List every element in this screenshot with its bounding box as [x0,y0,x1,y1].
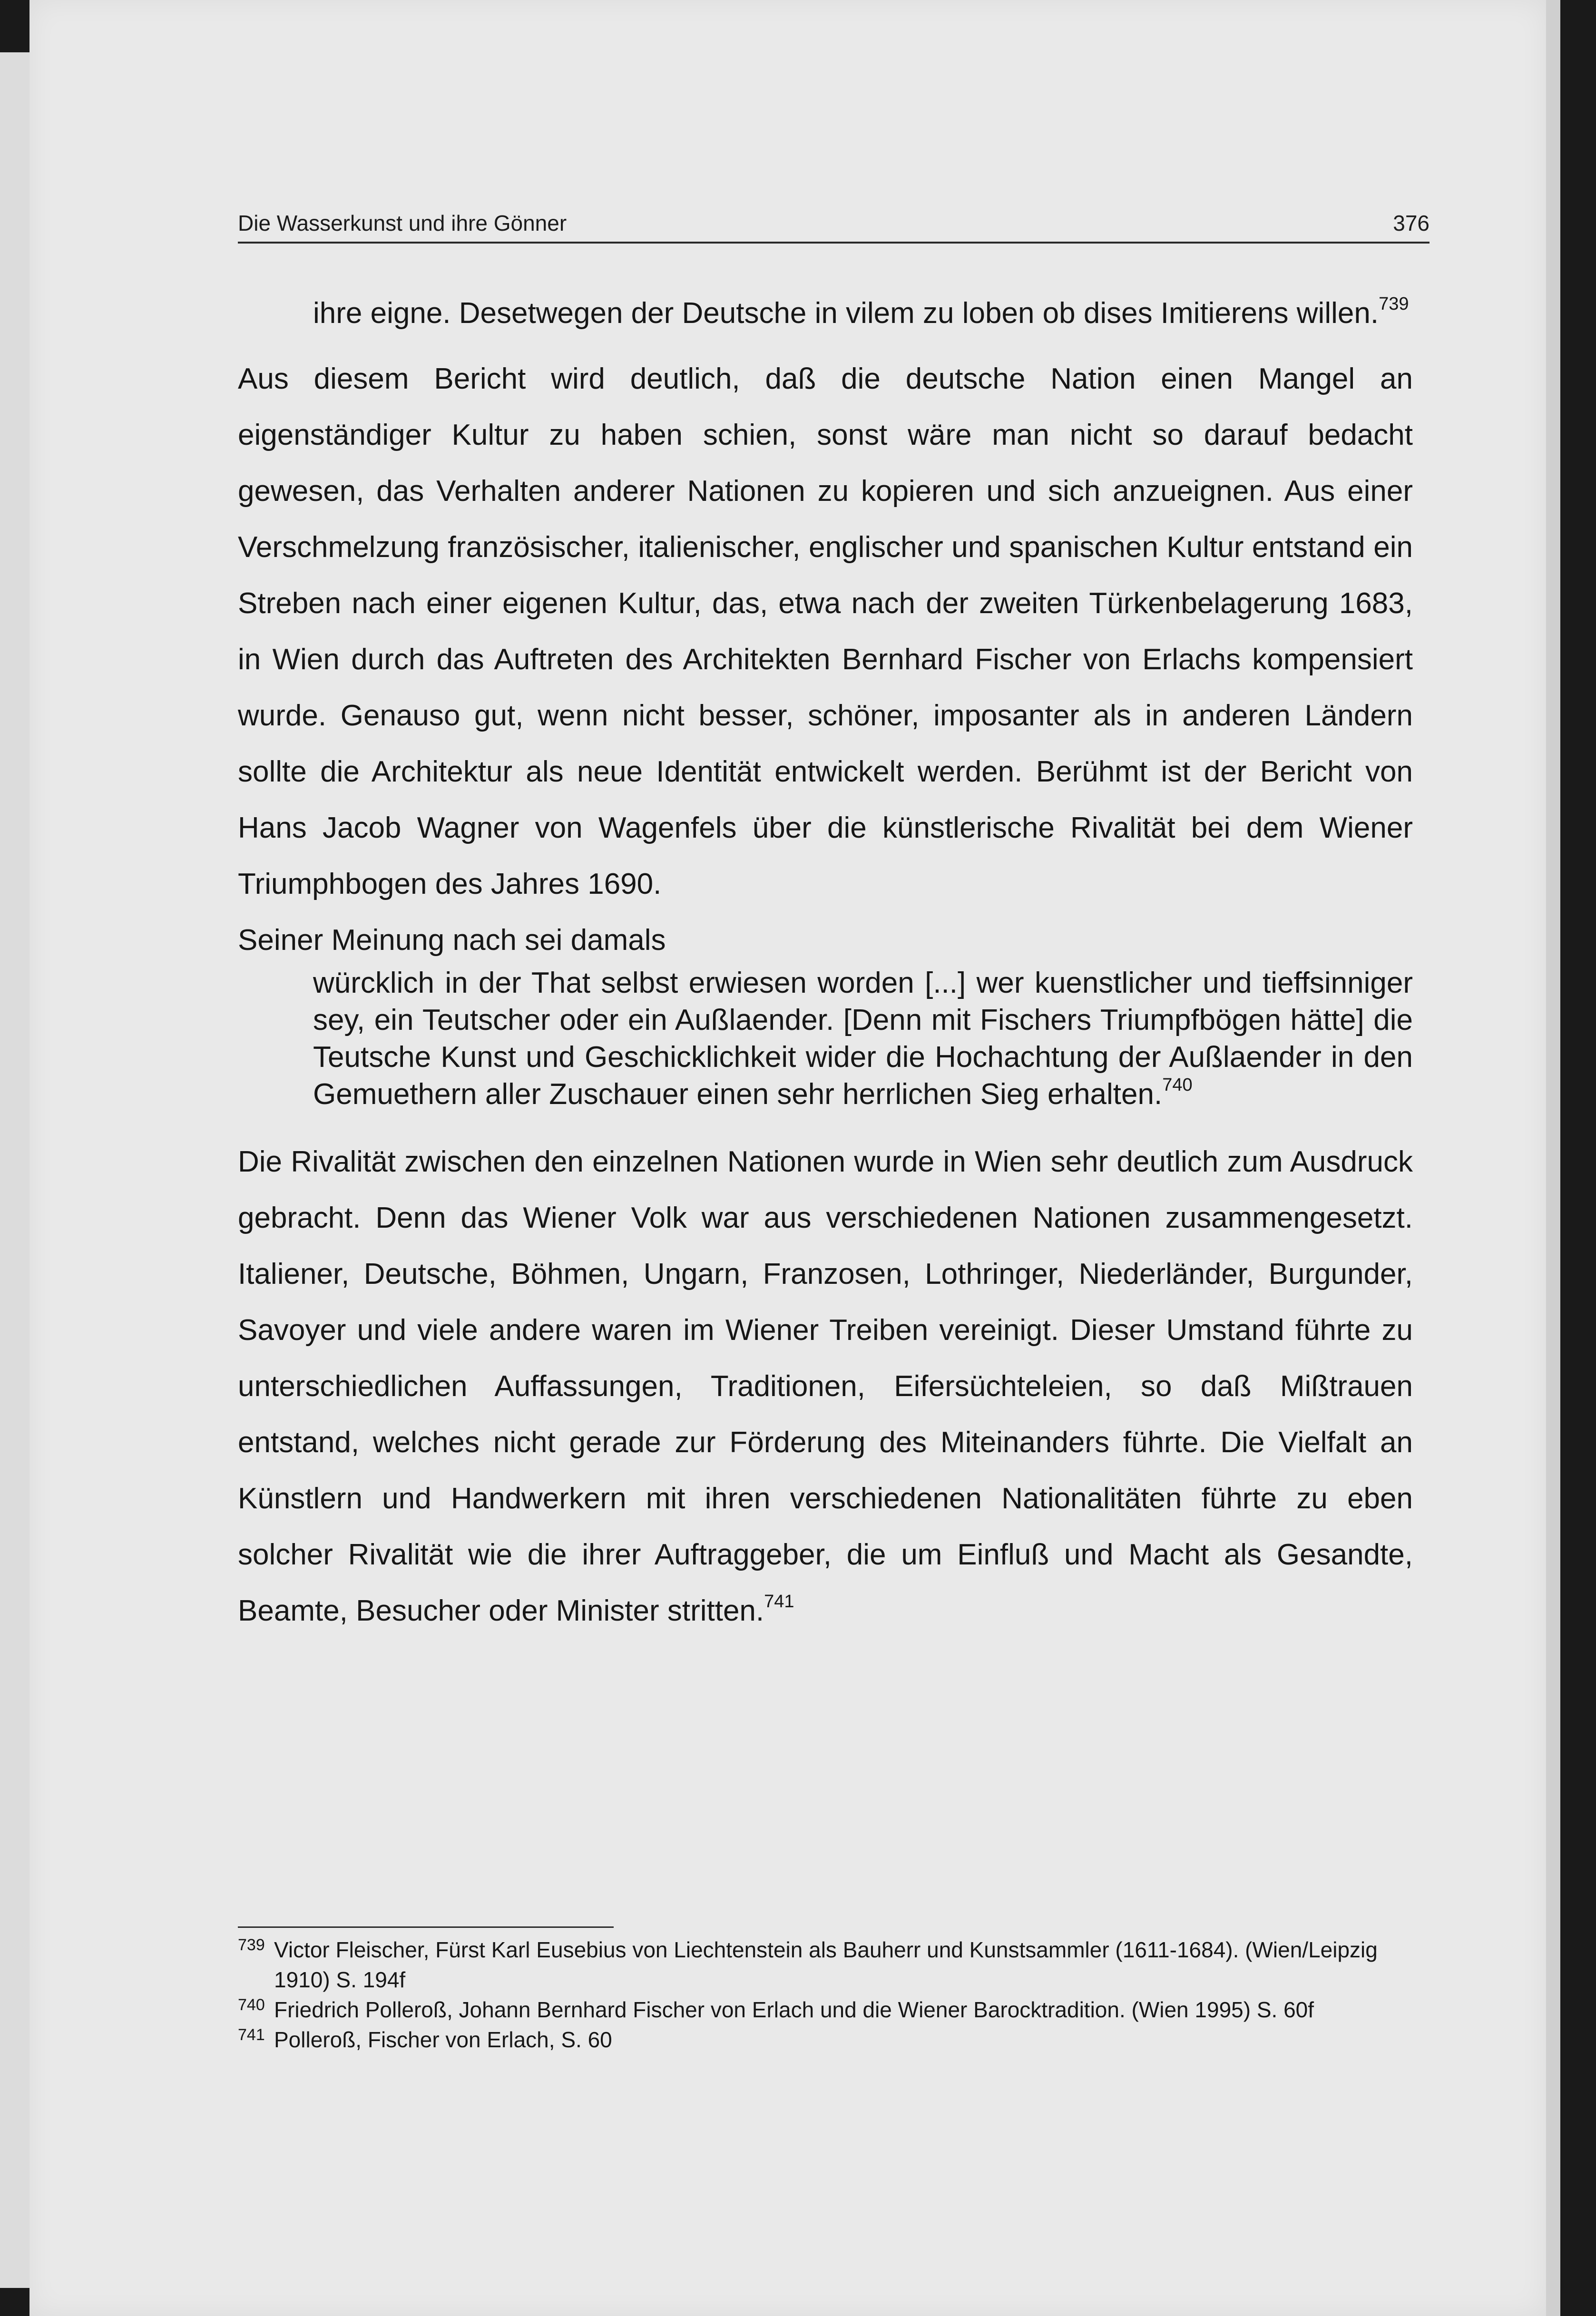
paragraph-2 [238,1134,1413,1639]
footnote-739 [238,1935,1380,1995]
block-quote-text: würcklich in der That selbst erwiesen worden [...] wer kuenstlicher und tieffsinniger sey, ein Teutscher oder ein Außlaender. [Denn mit Fischers Triumpfbögen hätte] die Teutsche Kunst und Geschicklichkeit wider die Hochachtung der Außlaender in den Gemuethern aller Zuschauer einen sehr herrlichen Sieg erhalten. [313,967,1413,1111]
paragraph-1 [238,351,1413,912]
paragraph-1-last-line: Seiner Meinung nach sei damals [238,924,666,957]
main-text [238,295,1413,1639]
page-stack-edge [1546,0,1560,2316]
footnote-number: 741 [238,2026,265,2044]
page-number: 376 [1393,211,1430,235]
footnote-text: Friedrich Polleroß, Johann Bernhard Fischer von Erlach und die Wiener Barocktradition. (Wien 1995) S. 60f [274,1997,1314,2022]
footnote-ref-741: 741 [764,1592,794,1612]
footnote-number: 740 [238,1996,265,2014]
footnote-number: 739 [238,1936,265,1954]
page-header [238,208,1430,244]
footnote-741 [238,2025,1380,2055]
footnote-740 [238,1995,1380,2025]
block-quote-text: ihre eigne. Desetwegen der Deutsche in vilem zu loben ob dises Imitierens willen. [313,297,1379,330]
paragraph-text: Die Rivalität zwischen den einzelnen Nationen wurde in Wien sehr deutlich zum Ausdruck gebracht. Denn das Wiener Volk war aus verschiedenen Nationen zusammengesetzt. Italiener, Deutsche, Böhmen, Ungarn, Franzosen, Lothringer, Niederländer, Burgunder, Savoyer und viele andere waren im Wiener Treiben vereinigt. Dieser Umstand führte zu unterschiedlichen Auffassungen, Traditionen, Eifersüchteleien, so daß Mißtrauen entstand, welches nicht gerade zur Förderung des Miteinanders führte. Die Vielfalt an Künstlern und Handwerkern mit ihren verschiedenen Nationalitäten führte zu eben solcher Rivalität wie die ihrer Auftraggeber, die um Einfluß und Macht als Gesandte, Beamte, Besucher oder Minister stritten. [238,1145,1413,1627]
running-title: Die Wasserkunst und ihre Gönner [238,211,567,235]
footnote-ref-739: 739 [1379,294,1409,314]
block-quote-1 [313,295,1413,332]
block-quote-2 [313,965,1413,1113]
footnote-text: Polleroß, Fischer von Erlach, S. 60 [274,2027,612,2052]
paragraph-text: Aus diesem Bericht wird deutlich, daß die deutsche Nation einen Mangel an eigenständiger Kultur zu haben schien, sonst wäre man nicht so darauf bedacht gewesen, das Verhalten anderer Nationen zu kopieren und sich anzueignen. Aus einer Verschmelzung französischer, italienischer, englischer und spanischen Kultur entstand ein Streben nach einer eigenen Kultur, das, etwa nach der zweiten Türkenbelagerung 1683, in Wien durch das Auftreten des Architekten Bernhard Fischer von Erlachs kompensiert wurde. Genauso gut, wenn nicht besser, schöner, imposanter als in anderen Ländern sollte die Architektur als neue Identität entwickelt werden. Berühmt ist der Bericht von Hans Jacob Wagner von Wagenfels über die künstlerische Rivalität bei dem Wiener Triumphbogen des Jahres 1690. [238,362,1413,900]
footnotes [238,1935,1380,2055]
footnote-ref-740: 740 [1162,1075,1193,1095]
footnote-separator [238,1926,614,1928]
previous-page-edge [0,52,30,2288]
footnote-text: Victor Fleischer, Fürst Karl Eusebius von Liechtenstein als Bauherr und Kunstsammler (1611-1684). (Wien/Leipzig 1910) S. 194f [274,1937,1378,1992]
